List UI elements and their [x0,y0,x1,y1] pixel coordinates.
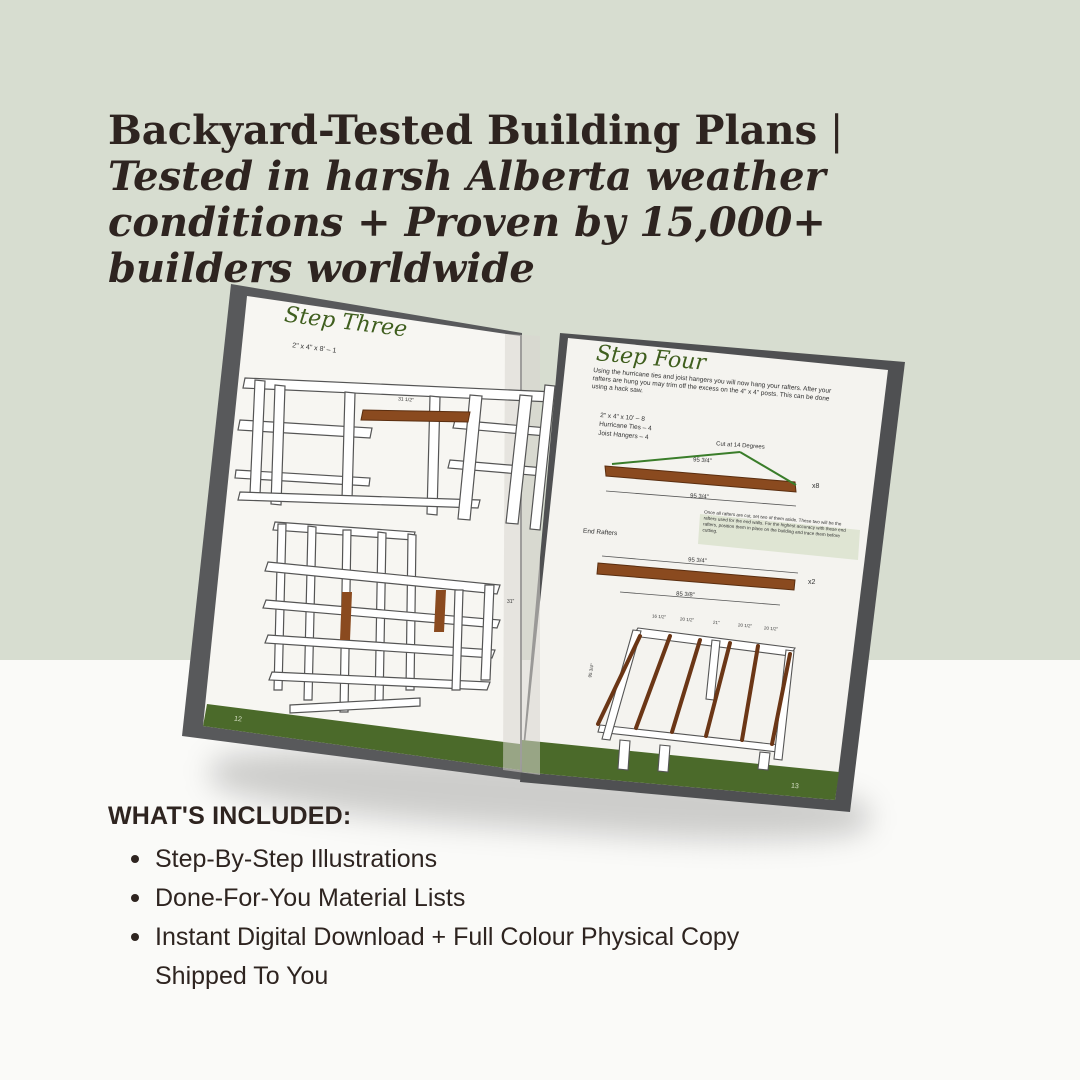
cut-angle-label: Cut at 14 Degrees [715,441,765,451]
highlighted-post-left [340,592,352,640]
left-dimension-side: 31" [507,599,515,605]
spacing-dim-1: 16 1/2" [651,613,667,620]
spacing-dim-4: 20 1/2" [737,622,753,629]
rafter-quantity: x8 [812,483,820,490]
end-rafter-quantity: x2 [808,579,816,586]
right-material-1: 2" x 4" x 10' – 8 [599,412,646,423]
headline-italic: Tested in harsh Alberta weather conditions + Proven by 15,000+ builders worldwide [108,153,826,292]
spacing-dim-2: 20 1/2" [679,616,695,623]
right-page-intro: Using the hurricane ties and joist hangers you will now hang your rafters. After your rafters are hung you may trim off the excess on the 4" x 4" posts. This can be done using a hack saw. [591,367,832,403]
included-item: Step-By-Step Illustrations [128,840,848,879]
left-page-title: Step Three [282,302,409,343]
spacing-dim-5: 20 1/2" [763,625,779,632]
depth-dimension: 95 3/4" [587,663,595,678]
included-item: Instant Digital Download + Full Colour Physical Copy Shipped To You [128,918,835,996]
rafter-top-dimension: 95 3/4" [692,457,713,465]
rafter-note: Once all rafters are cut, set two of them aside. These two will be the rafters used for the end walls. For the highest accuracy with these end rafters, position them in place on the building and trace them before cutting. [702,509,847,539]
end-rafter-top-dimension: 95 3/4" [687,557,708,565]
headline-separator: | [817,108,844,154]
highlighted-board-upper [361,410,470,422]
right-material-2: Hurricane Ties – 4 [598,420,652,433]
end-rafters-label: End Rafters [582,527,618,538]
left-materials-item: 2" x 4" x 8' – 1 [291,342,337,355]
included-list [128,840,848,996]
headline-bold: Backyard-Tested Building Plans [108,107,818,154]
highlighted-post-right [434,590,446,632]
rafter-bottom-dimension: 95 3/4" [689,493,710,501]
left-page-number: 12 [233,715,243,724]
included-title: WHAT'S INCLUDED: [108,802,352,830]
spacing-dim-3: 21" [712,619,720,626]
right-page-number: 13 [790,782,800,791]
end-rafter-bottom-dimension: 85 3/8" [675,591,696,599]
right-page-title: Step Four [595,341,707,376]
left-dimension-top: 31 1/2" [397,396,414,404]
included-item: Done-For-You Material Lists [128,879,848,918]
right-material-3: Joist Hangers – 4 [597,429,649,442]
